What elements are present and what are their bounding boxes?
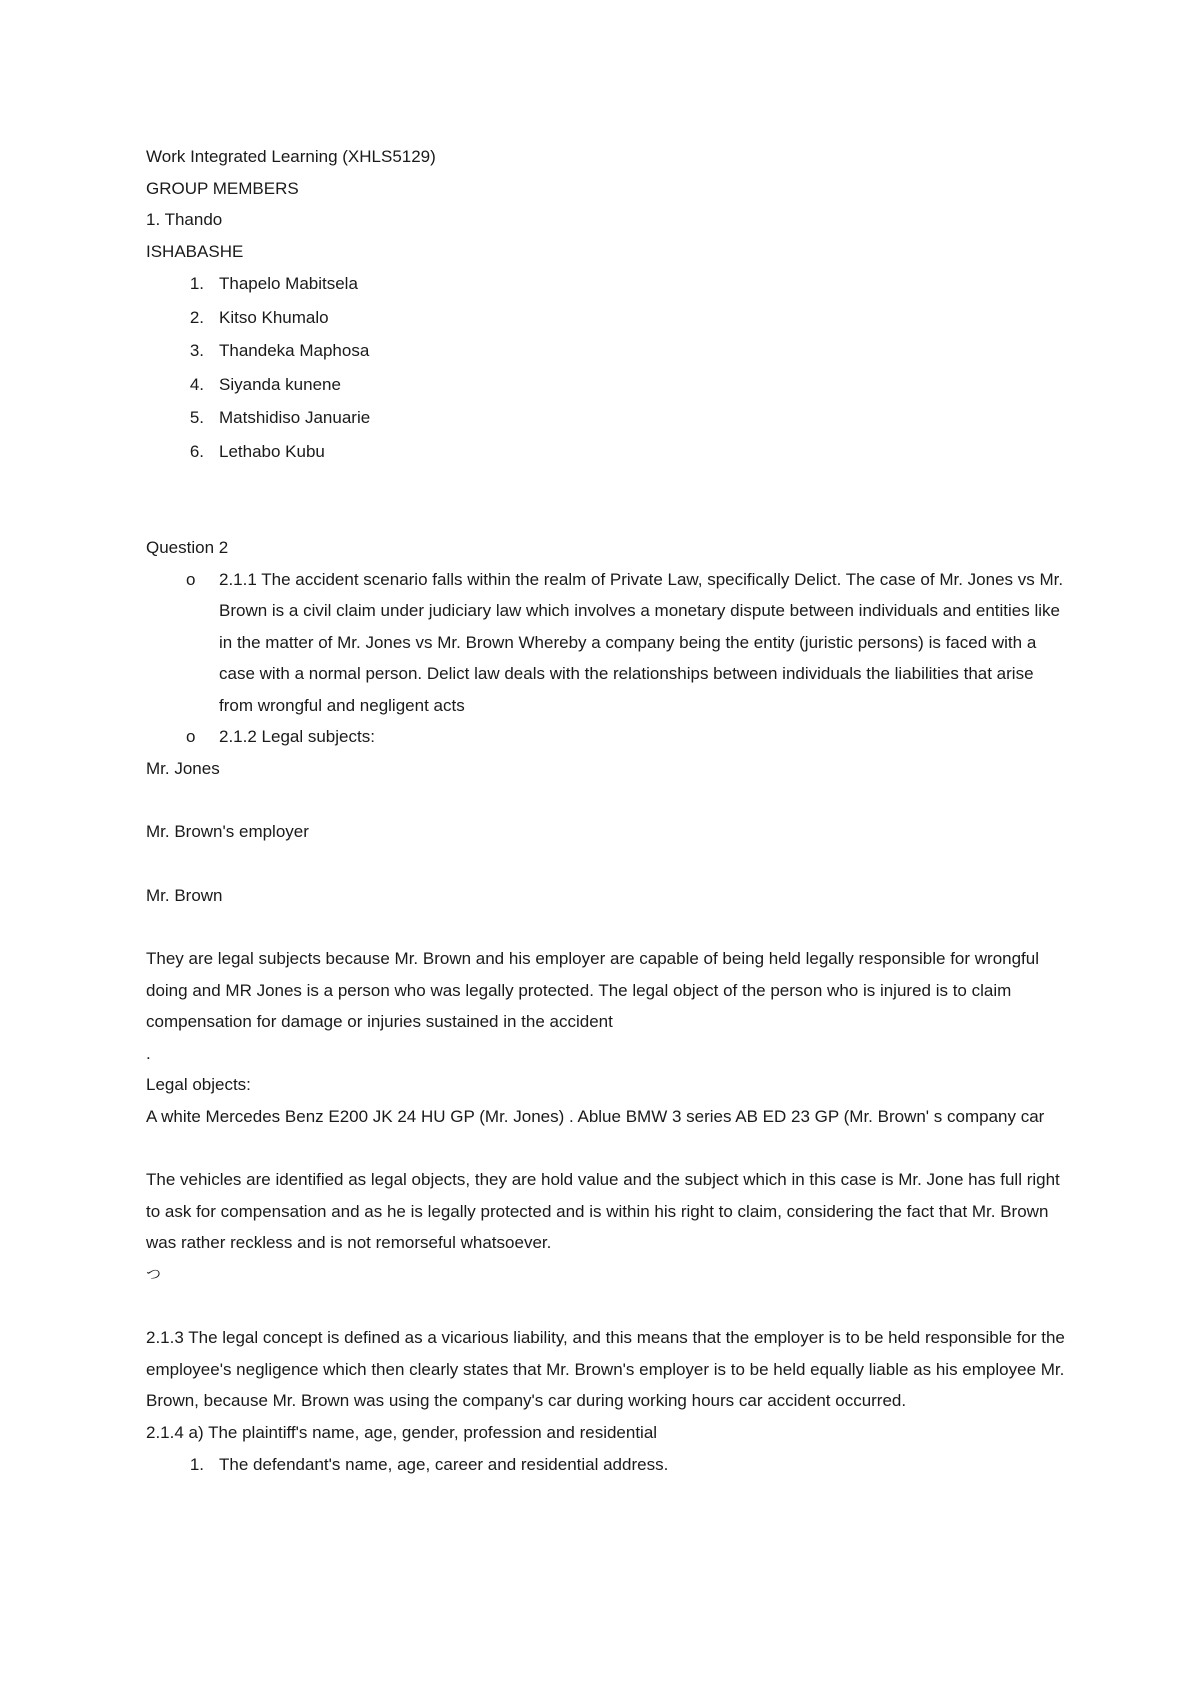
- answer-2-1-4-item: The defendant's name, age, career and residential address.: [219, 1455, 669, 1474]
- spacer: [146, 1290, 1066, 1322]
- member-name: Kitso Khumalo: [219, 307, 329, 327]
- member-name: Lethabo Kubu: [219, 441, 325, 461]
- question-bullets: [146, 564, 1066, 753]
- list-item: [146, 1448, 1066, 1482]
- spacer: [146, 1132, 1066, 1164]
- list-number: 1.: [189, 1455, 204, 1474]
- list-number: 5.: [189, 408, 204, 427]
- spacer: [146, 911, 1066, 943]
- member-name: Matshidiso Januarie: [219, 408, 371, 427]
- course-title: Work Integrated Learning (XHLS5129): [146, 147, 436, 166]
- list-number: 4.: [189, 374, 204, 394]
- list-item: [146, 721, 1066, 753]
- answer-2-1-1: 2.1.1 The accident scenario falls within the realm of Private Law, specifically Delict. The case of Mr. Jones vs Mr. Brown is a civil claim under judiciary law which involves a monetary dispute between individuals and entities like in the matter of Mr. Jones vs Mr. Brown Whereby a company being the entity (juristic persons) is faced with a case with a normal person. Delict law deals with the relationships between individuals the liabilities that arise from wrongful and negligent acts: [219, 569, 1064, 715]
- member-name: Thandeka Maphosa: [219, 341, 370, 360]
- answer-2-1-4-list: [146, 1448, 1066, 1482]
- list-number: 1.: [189, 274, 204, 293]
- spacer: [146, 784, 1066, 816]
- first-member: 1. Thando: [146, 210, 223, 229]
- document-body: [146, 141, 1066, 1482]
- spacer: [146, 468, 1066, 532]
- legal-subject-3: Mr. Brown: [146, 885, 223, 905]
- bullet-icon: o: [186, 569, 196, 589]
- list-item: [146, 435, 1066, 469]
- answer-2-1-4a: 2.1.4 a) The plaintiff's name, age, gender, profession and residential: [146, 1422, 658, 1442]
- answer-2-1-3: 2.1.3 The legal concept is defined as a vicarious liability, and this means that the employer is to be held responsible for the employee's negligence which then clearly states that Mr. Brown's employer is to be held equally liable as his employee Mr. Brown, because Mr. Brown was using the company's car during working hours car accident occurred.: [146, 1328, 1065, 1410]
- stray-dot: .: [146, 1043, 151, 1063]
- list-item: [146, 401, 1066, 435]
- answer-2-1-2-heading: 2.1.2 Legal subjects:: [219, 727, 375, 746]
- member-list: [146, 267, 1066, 468]
- group-heading: GROUP MEMBERS: [146, 178, 299, 198]
- stray-glyph: つ: [146, 1265, 162, 1283]
- list-number: 2.: [189, 307, 204, 327]
- objects-heading: Legal objects:: [146, 1075, 251, 1094]
- list-item: [146, 267, 1066, 301]
- legal-subject-2: Mr. Brown's employer: [146, 822, 309, 841]
- objects-text: A white Mercedes Benz E200 JK 24 HU GP (Mr. Jones) . Ablue BMW 3 series AB ED 23 GP (Mr. Brown' s company car: [146, 1106, 1045, 1126]
- list-number: 6.: [189, 441, 204, 461]
- subjects-explanation: They are legal subjects because Mr. Brown and his employer are capable of being held legally responsible for wrongful doing and MR Jones is a person who was legally protected. The legal object of the person who is injured is to claim compensation for damage or injuries sustained in the accident: [146, 949, 1040, 1031]
- objects-explanation: The vehicles are identified as legal objects, they are hold value and the subject which in this case is Mr. Jone has full right to ask for compensation and as he is legally protected and is within his right to claim, considering the fact that Mr. Brown was rather reckless and is not remorseful whatsoever.: [146, 1170, 1060, 1252]
- first-member-surname: ISHABASHE: [146, 241, 244, 261]
- question-title: Question 2: [146, 538, 229, 557]
- list-number: 3.: [189, 341, 204, 360]
- member-name: Thapelo Mabitsela: [219, 274, 358, 293]
- list-item: [146, 564, 1066, 722]
- legal-subject-1: Mr. Jones: [146, 758, 220, 778]
- member-name: Siyanda kunene: [219, 374, 341, 394]
- list-item: [146, 368, 1066, 402]
- bullet-icon: o: [186, 727, 196, 746]
- spacer: [146, 848, 1066, 880]
- list-item: [146, 334, 1066, 368]
- list-item: [146, 301, 1066, 335]
